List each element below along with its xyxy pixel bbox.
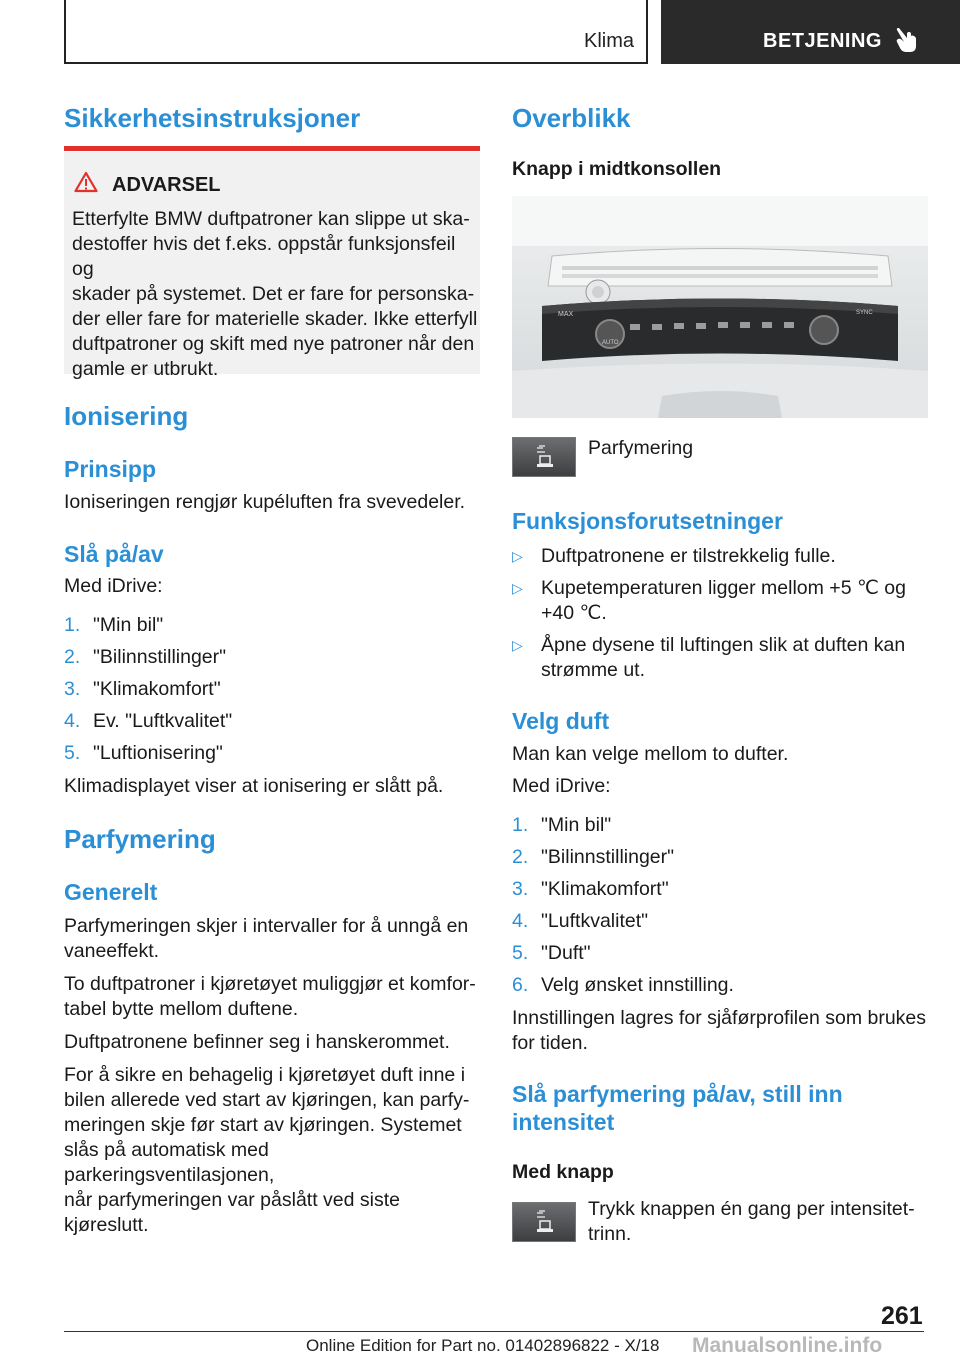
bullet-item <box>541 633 905 683</box>
bullet-triangle-icon: ▷ <box>512 548 523 564</box>
paragraph-line: tabel bytte mellom duftene. <box>64 998 299 1020</box>
step-number: 2. <box>512 846 529 868</box>
header-section-box <box>64 0 648 64</box>
prinsipp-title: Prinsipp <box>64 456 157 482</box>
warning-line: skader på systemet. Det er fare for personska‐ <box>72 283 475 305</box>
step-number: 4. <box>512 910 529 932</box>
safety-title: Sikkerhetsinstruksjoner <box>64 103 361 133</box>
warning-line: destoffer hvis det f.eks. oppstår funksjonsfeil og <box>72 233 456 280</box>
watermark-text: Manualsonline.info <box>692 1334 883 1357</box>
warning-bar <box>64 146 480 151</box>
prinsipp-text: Ioniseringen rengjør kupéluften fra svevedeler. <box>64 491 466 513</box>
step-item: "Bilinnstillinger" <box>93 646 227 668</box>
overblikk-title: Overblikk <box>512 103 631 133</box>
step-number: 5. <box>64 742 81 764</box>
center-console-photo <box>512 196 928 418</box>
bullet-item <box>541 576 906 626</box>
funksjonsforutsetninger-title: Funksjonsforutsetninger <box>512 508 783 534</box>
warning-line: Etterfylte BMW duftpatroner kan slippe ut ska‐ <box>72 208 470 230</box>
step-item: "Klimakomfort" <box>541 878 669 900</box>
med-idrive-text: Med iDrive: <box>512 775 611 797</box>
title-line: Slå parfymering på/av, still inn <box>512 1081 843 1107</box>
step-item: Ev. "Luftkvalitet" <box>93 710 233 732</box>
step-item: "Luftionisering" <box>93 742 223 764</box>
step-number: 1. <box>512 814 529 836</box>
paragraph-line: meringen skje før start av kjøringen. Systemet <box>64 1114 462 1136</box>
footer-divider <box>64 1331 924 1332</box>
header-chapter: BETJENING <box>763 30 882 52</box>
generelt-text <box>64 914 480 1238</box>
auto-label: AUTO <box>602 340 619 346</box>
med-idrive-text: Med iDrive: <box>64 575 163 597</box>
step-item: "Luftkvalitet" <box>541 910 649 932</box>
paragraph-line: To duftpatroner i kjøretøyet muliggjør et komfor‐ <box>64 973 476 995</box>
parfymering-button-image-2 <box>512 1202 576 1242</box>
parfymering-button-label: Parfymering <box>588 437 694 459</box>
paragraph-line: Parfymeringen skjer i intervaller for å unngå en <box>64 915 469 937</box>
edition-text: Online Edition for Part no. 01402896822 - X/18 <box>306 1336 660 1355</box>
warning-label: ADVARSEL <box>112 174 221 196</box>
paragraph-line: vaneeffekt. <box>64 940 160 962</box>
slaa-parfymering-title <box>512 1080 843 1136</box>
warning-line: gamle er utbrukt. <box>72 358 219 380</box>
step-number: 2. <box>64 646 81 668</box>
velg-duft-text: Man kan velge mellom to dufter. <box>512 743 789 765</box>
pointing-hand-icon <box>895 26 919 54</box>
bullet-line: Kupetemperaturen ligger mellom +5 ℃ og <box>541 577 906 599</box>
step-number: 1. <box>64 614 81 636</box>
paragraph-line: slås på automatisk med parkeringsventilasjonen, <box>64 1139 275 1186</box>
lagres-line: Innstillingen lagres for sjåførprofilen som brukes <box>512 1007 927 1029</box>
trykk-line: Trykk knappen én gang per intensitet‐ <box>588 1198 915 1220</box>
slaa-paa-av-title: Slå på/av <box>64 541 164 567</box>
step-item: "Duft" <box>541 942 591 964</box>
step-number: 3. <box>64 678 81 700</box>
title-line: intensitet <box>512 1109 615 1135</box>
bullet-line: strømme ut. <box>541 659 646 681</box>
fragrance-icon <box>513 438 575 476</box>
knapp-title: Knapp i midtkonsollen <box>512 158 722 180</box>
step-item: "Bilinnstillinger" <box>541 846 675 868</box>
bullet-triangle-icon: ▷ <box>512 637 523 653</box>
step-number: 5. <box>512 942 529 964</box>
step-number: 6. <box>512 974 529 996</box>
step-number: 4. <box>64 710 81 732</box>
lagres-line: for tiden. <box>512 1032 588 1054</box>
parfymering-title: Parfymering <box>64 824 216 854</box>
ionisering-result: Klimadisplayet viser at ionisering er slått på. <box>64 775 444 797</box>
paragraph-line: bilen allerede ved start av kjøringen, kan parfy‐ <box>64 1089 470 1111</box>
step-item: "Min bil" <box>93 614 164 636</box>
fragrance-icon <box>513 1203 575 1241</box>
velg-duft-title: Velg duft <box>512 708 610 734</box>
paragraph-line: når parfymeringen var påslått ved siste kjøreslutt. <box>64 1189 400 1236</box>
step-item: Velg ønsket innstilling. <box>541 974 734 996</box>
sync-label: SYNC <box>856 310 873 316</box>
ionisering-title: Ionisering <box>64 401 189 431</box>
page-number: 261 <box>881 1302 923 1330</box>
warning-text <box>72 207 482 382</box>
bullet-line: Åpne dysene til luftingen slik at duften kan <box>541 634 906 656</box>
header-section: Klima <box>583 30 634 52</box>
warning-line: der eller fare for materielle skader. Ikke etterfyll <box>72 308 478 330</box>
step-number: 3. <box>512 878 529 900</box>
generelt-title: Generelt <box>64 879 158 905</box>
header-chapter-tab <box>661 0 960 64</box>
max-label: MAX <box>558 311 574 318</box>
med-knapp-title: Med knapp <box>512 1161 614 1183</box>
warning-line: duftpatroner og skift med nye patroner når den <box>72 333 475 355</box>
bullet-line: Duftpatronene er tilstrekkelig fulle. <box>541 545 836 567</box>
warning-triangle-icon <box>74 171 98 193</box>
paragraph-line: Duftpatronene befinner seg i hanskerommet. <box>64 1031 450 1053</box>
paragraph-line: For å sikre en behagelig i kjøretøyet duft inne i <box>64 1064 466 1086</box>
bullet-line: +40 ℃. <box>541 602 607 624</box>
step-item: "Klimakomfort" <box>93 678 221 700</box>
bullet-item <box>541 544 836 569</box>
trykk-text <box>588 1197 915 1247</box>
trykk-line: trinn. <box>588 1223 632 1245</box>
bullet-triangle-icon: ▷ <box>512 580 523 596</box>
parfymering-button-image <box>512 437 576 477</box>
step-item: "Min bil" <box>541 814 612 836</box>
lagres-text <box>512 1006 926 1056</box>
